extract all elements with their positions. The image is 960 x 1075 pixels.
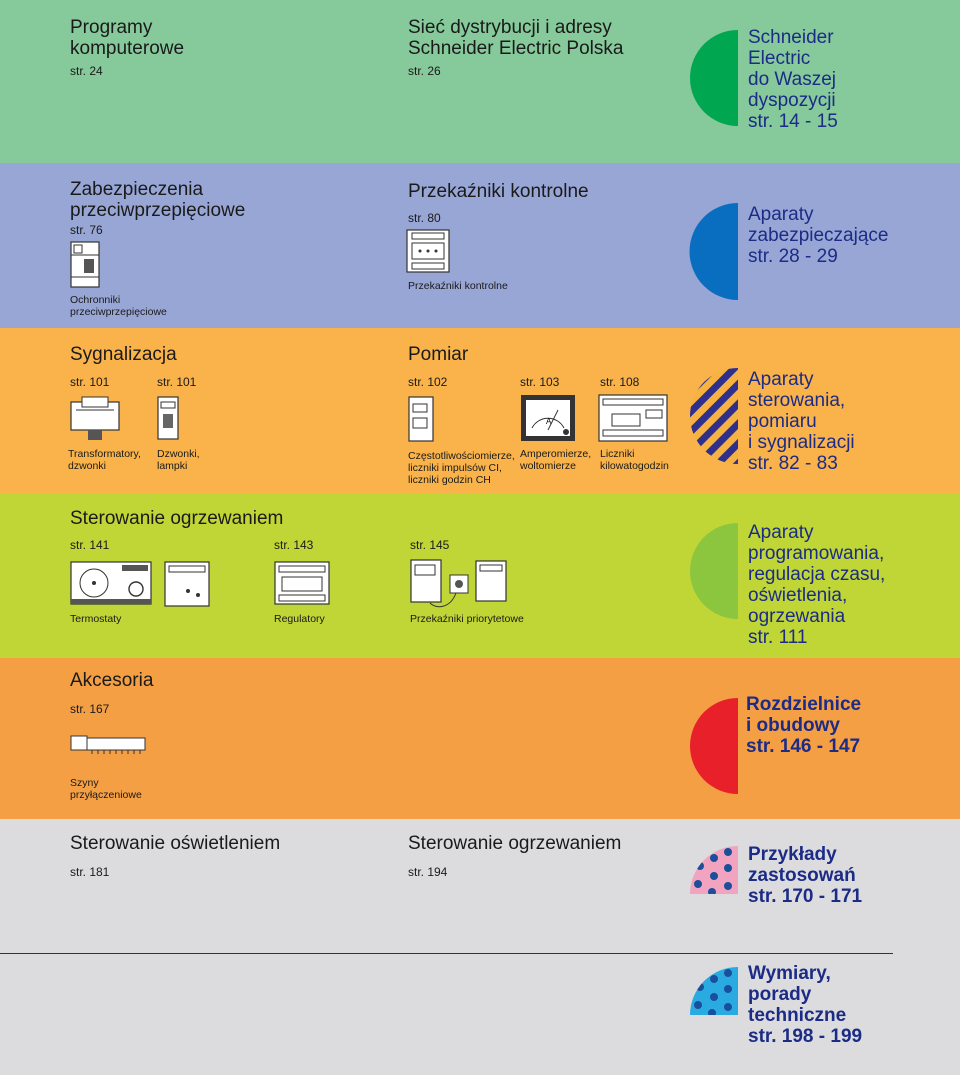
control-measure-page: str. 82 - 83 bbox=[748, 453, 838, 474]
surge-arrester-icon bbox=[70, 241, 102, 289]
surge-caption bbox=[70, 294, 167, 318]
band-signalling bbox=[0, 328, 960, 493]
schneider-line2: Electric bbox=[748, 48, 811, 69]
frequency-meter-icon bbox=[408, 396, 436, 444]
schneider-line3: do Waszej bbox=[748, 69, 836, 90]
thermostats-page[interactable]: str. 141 bbox=[70, 538, 110, 552]
frequency-caption-line1: Częstotliwościomierze, bbox=[408, 450, 515, 462]
examples-section-link[interactable] bbox=[748, 844, 862, 907]
schneider-section-link[interactable] bbox=[748, 27, 838, 132]
svg-text:A: A bbox=[546, 417, 552, 426]
protection-line2: zabezpieczające bbox=[748, 225, 889, 246]
schneider-page: str. 14 - 15 bbox=[748, 111, 838, 132]
bells-caption bbox=[157, 448, 200, 472]
distribution-title[interactable] bbox=[408, 17, 623, 59]
bells-caption-line1: Dzwonki, bbox=[157, 448, 200, 460]
heating-control-page[interactable]: str. 194 bbox=[408, 865, 448, 879]
software-page[interactable]: str. 24 bbox=[70, 64, 103, 78]
programming-line4: oświetlenia, bbox=[748, 585, 848, 606]
enclosures-page: str. 146 - 147 bbox=[746, 736, 861, 757]
priority-relays-caption: Przekaźniki priorytetowe bbox=[410, 613, 524, 625]
dimensions-line3: techniczne bbox=[748, 1005, 847, 1026]
band-software bbox=[0, 0, 960, 163]
door-bell-icon bbox=[157, 396, 181, 442]
measurement-title[interactable]: Pomiar bbox=[408, 344, 469, 365]
accessories-page[interactable]: str. 167 bbox=[70, 702, 110, 716]
green-half-disc-icon bbox=[690, 30, 740, 130]
divider bbox=[0, 953, 893, 954]
regulators-caption: Regulatory bbox=[274, 613, 325, 625]
software-title-line1: Programy bbox=[70, 17, 153, 38]
busbar-caption-line1: Szyny bbox=[70, 777, 99, 789]
frequency-caption bbox=[408, 450, 515, 486]
dimensions-page: str. 198 - 199 bbox=[748, 1026, 863, 1047]
dimensions-line2: porady bbox=[748, 984, 812, 1005]
surge-title-line2: przeciwprzepięciowe bbox=[70, 200, 246, 221]
enclosures-line2: i obudowy bbox=[746, 715, 840, 736]
ammeter-caption-line1: Amperomierze, bbox=[520, 448, 592, 460]
control-measure-line4: i sygnalizacji bbox=[748, 432, 855, 453]
dotted-blue-half-disc-icon bbox=[690, 967, 740, 1017]
accessories-title[interactable]: Akcesoria bbox=[70, 670, 154, 691]
transformers-caption-line2: dzwonki bbox=[68, 460, 106, 472]
thermostats-caption: Termostaty bbox=[70, 613, 122, 625]
band-grey bbox=[0, 819, 960, 1075]
software-title[interactable] bbox=[70, 17, 184, 59]
programming-line3: regulacja czasu, bbox=[748, 564, 886, 585]
signalling-page-1[interactable]: str. 101 bbox=[70, 375, 110, 389]
ammeter-caption-line2: woltomierze bbox=[520, 460, 577, 472]
control-relays-caption: Przekaźniki kontrolne bbox=[408, 280, 508, 292]
examples-line2: zastosowań bbox=[748, 865, 856, 886]
regulator-icon bbox=[274, 561, 332, 607]
lighting-control-title[interactable]: Sterowanie oświetleniem bbox=[70, 833, 281, 854]
regulators-page[interactable]: str. 143 bbox=[274, 538, 314, 552]
band-heating bbox=[0, 493, 960, 658]
thermostat-module-icon bbox=[164, 561, 212, 609]
priority-relay-icon bbox=[410, 559, 512, 609]
band-accessories bbox=[0, 658, 960, 819]
protection-page: str. 28 - 29 bbox=[748, 246, 838, 267]
control-measure-line3: pomiaru bbox=[748, 411, 817, 432]
surge-title[interactable] bbox=[70, 179, 245, 221]
frequency-caption-line3: liczniki godzin CH bbox=[408, 474, 491, 486]
kwh-caption bbox=[600, 448, 669, 472]
control-measure-section-link[interactable] bbox=[748, 369, 855, 474]
kwh-caption-line1: Liczniki bbox=[600, 448, 635, 460]
surge-page[interactable]: str. 76 bbox=[70, 223, 103, 237]
dimensions-line1: Wymiary, bbox=[748, 963, 831, 984]
heating-title[interactable]: Sterowanie ogrzewaniem bbox=[70, 508, 284, 529]
bells-caption-line2: lampki bbox=[157, 460, 188, 472]
control-relays-title[interactable]: Przekaźniki kontrolne bbox=[408, 181, 589, 202]
programming-line1: Aparaty bbox=[748, 522, 814, 543]
kwh-meter-icon bbox=[598, 394, 670, 444]
signalling-title[interactable]: Sygnalizacja bbox=[70, 344, 177, 365]
programming-line2: programowania, bbox=[748, 543, 885, 564]
distribution-title-line2: Schneider Electric Polska bbox=[408, 38, 624, 59]
striped-half-disc-icon bbox=[690, 368, 740, 468]
surge-title-line1: Zabezpieczenia bbox=[70, 179, 204, 200]
band-protection bbox=[0, 163, 960, 328]
distribution-page[interactable]: str. 26 bbox=[408, 64, 441, 78]
lighting-control-page[interactable]: str. 181 bbox=[70, 865, 110, 879]
schneider-line4: dyspozycji bbox=[748, 90, 836, 111]
measurement-page-3[interactable]: str. 108 bbox=[600, 375, 640, 389]
signalling-page-2[interactable]: str. 101 bbox=[157, 375, 197, 389]
bell-transformer-icon bbox=[70, 396, 122, 442]
software-title-line2: komputerowe bbox=[70, 38, 185, 59]
dimensions-section-link[interactable] bbox=[748, 963, 862, 1047]
programming-line5: ogrzewania bbox=[748, 606, 846, 627]
ammeter-icon bbox=[520, 394, 578, 444]
priority-relays-page[interactable]: str. 145 bbox=[410, 538, 450, 552]
measurement-page-1[interactable]: str. 102 bbox=[408, 375, 448, 389]
red-half-disc-icon bbox=[690, 698, 740, 798]
lime-half-disc-icon bbox=[690, 523, 740, 623]
busbar-caption-line2: przyłączeniowe bbox=[70, 789, 142, 801]
dotted-pink-half-disc-icon bbox=[690, 846, 740, 896]
busbar-caption bbox=[70, 777, 142, 801]
control-measure-line1: Aparaty bbox=[748, 369, 814, 390]
frequency-caption-line2: liczniki impulsów CI, bbox=[408, 462, 502, 474]
enclosures-section-link[interactable] bbox=[746, 694, 861, 757]
blue-half-disc-icon bbox=[690, 203, 740, 303]
programming-page: str. 111 bbox=[748, 627, 808, 648]
examples-page: str. 170 - 171 bbox=[748, 886, 863, 907]
measurement-page-2[interactable]: str. 103 bbox=[520, 375, 560, 389]
kwh-caption-line2: kilowatogodzin bbox=[600, 460, 669, 472]
control-measure-line2: sterowania, bbox=[748, 390, 846, 411]
examples-line1: Przykłady bbox=[748, 844, 837, 865]
transformers-caption-line1: Transformatory, bbox=[68, 448, 141, 460]
protection-line1: Aparaty bbox=[748, 204, 814, 225]
control-relay-icon bbox=[406, 229, 450, 273]
protection-section-link[interactable] bbox=[748, 204, 888, 267]
enclosures-line1: Rozdzielnice bbox=[746, 694, 862, 715]
distribution-title-line1: Sieć dystrybucji i adresy bbox=[408, 17, 612, 38]
busbar-icon bbox=[70, 732, 148, 756]
control-relays-page[interactable]: str. 80 bbox=[408, 211, 441, 225]
transformers-caption bbox=[68, 448, 141, 472]
surge-caption-line1: Ochronniki bbox=[70, 294, 121, 306]
heating-control-title[interactable]: Sterowanie ogrzewaniem bbox=[408, 833, 622, 854]
surge-caption-line2: przeciwprzepięciowe bbox=[70, 306, 167, 318]
schneider-line1: Schneider bbox=[748, 27, 834, 48]
programming-section-link[interactable] bbox=[748, 522, 885, 648]
thermostat-icon bbox=[70, 561, 154, 607]
ammeter-caption bbox=[520, 448, 591, 472]
